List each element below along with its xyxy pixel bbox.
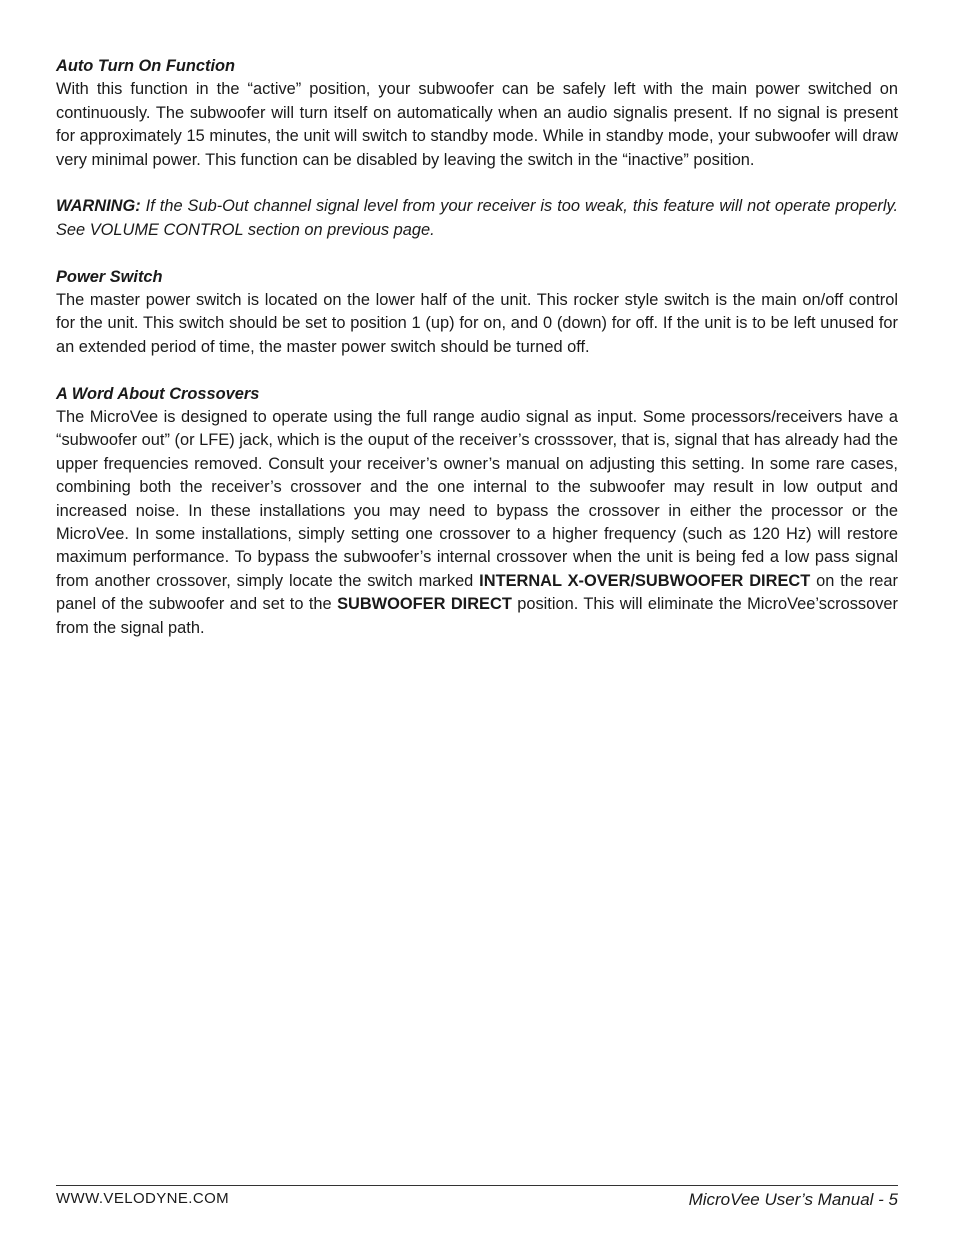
heading-power-switch: Power Switch: [56, 267, 163, 286]
footer-website: WWW.VELODYNE.COM: [56, 1190, 230, 1207]
crossovers-text-1: The MicroVee is designed to operate using the full range audio signal as input. Some processors/receivers have a “subwoofer out” (or LFE) jack, which is the ouput of the receiver’s crosssover, that is, signal that has already had the upper frequencies removed. Consult your receiver’s owner’s manual on adjusting this setting. In some rare cases, combining both the receiver’s crossover and the one internal to the subwoofer may result in low output and increased noise. In these installations you may need to bypass the crossover in either the processor or the MicroVee. In some installations, simply setting one crossover to a higher frequency (such as 120 Hz) will restore maximum performance. To bypass the subwoofer’s internal crossover when the unit is being fed a low pass signal from another crossover, simply locate the switch marked: [56, 408, 898, 590]
page-content: [56, 55, 898, 640]
heading-auto-turn-on: Auto Turn On Function: [56, 57, 236, 75]
auto-turn-on-body: With this function in the “active” position, your subwoofer can be safely left with the main power switched on continuously. The subwoofer will turn itself on automatically when an audio signalis present. If no signal is present for approximately 15 minutes, the unit will switch to standby mode. While in standby mode, your subwoofer will draw very minimal power. This function can be disabled by leaving the switch in the “inactive” position.: [56, 80, 898, 169]
spacer: [56, 242, 898, 265]
warning-label: WARNING:: [56, 197, 141, 216]
warning-paragraph: [56, 195, 898, 242]
heading-crossovers: A Word About Crossovers: [56, 384, 260, 403]
crossovers-text-3: position. This will eliminate the MicroVee’scrossover from the signal path.: [56, 595, 898, 637]
crossovers-switch-name: INTERNAL X-OVER/SUBWOOFER DIRECT: [479, 571, 811, 590]
footer-divider: [56, 1185, 898, 1186]
warning-text: If the Sub-Out channel signal level from your receiver is too weak, this feature will not operate properly. See VOLUME CONTROL section on previous page.: [56, 197, 898, 239]
power-switch-body: The master power switch is located on the lower half of the unit. This rocker style switch is the main on/off control for the unit. This switch should be set to position 1 (up) for on, and 0 (down) for off. If the unit is to be left unused for an extended period of time, the master power switch should be turned off.: [56, 291, 898, 356]
footer-page-label: MicroVee User’s Manual - 5: [688, 1190, 898, 1209]
spacer: [56, 172, 898, 195]
crossovers-position-name: SUBWOOFER DIRECT: [337, 595, 512, 614]
spacer: [56, 359, 898, 382]
crossovers-body: [56, 406, 898, 640]
crossovers-text-2: on the rear panel of the subwoofer and set to the: [56, 571, 899, 614]
